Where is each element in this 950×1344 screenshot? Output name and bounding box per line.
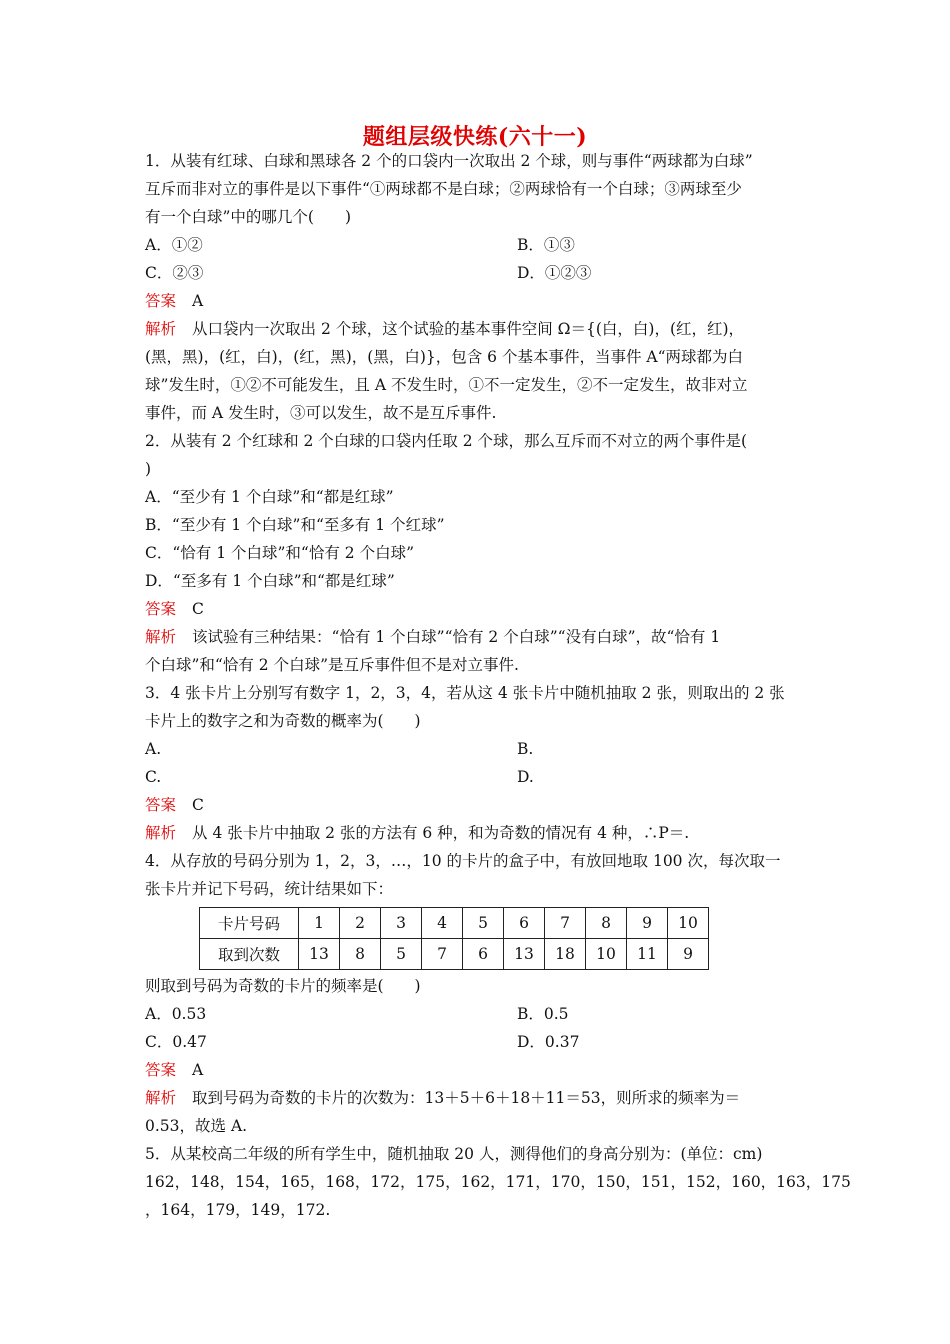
- option-b: B．①③: [517, 236, 575, 254]
- table-cell: 5: [381, 939, 422, 970]
- document-body: [145, 147, 851, 1224]
- analysis-text: 取到号码为奇数的卡片的次数为：13＋5＋6＋18＋11＝53，则所求的频率为＝: [192, 1089, 741, 1107]
- analysis-text-line: (黑，黑)，(红，白)，(红，黑)，(黑，白)}，包含 6 个基本事件，当事件 A“两球都为白: [145, 348, 744, 366]
- table-header-cell: 卡片号码: [200, 908, 299, 939]
- answer-label: 答案: [145, 600, 177, 618]
- option-c: C.: [145, 768, 162, 786]
- option-d: D．①②③: [517, 264, 592, 282]
- answer-line: [145, 1056, 810, 1084]
- table-cell: 8: [340, 939, 381, 970]
- analysis-line: [145, 1084, 810, 1112]
- question-text-line: 有一个白球”中的哪几个( ): [145, 208, 352, 226]
- table-row: [200, 908, 709, 939]
- table-cell: 13: [504, 939, 545, 970]
- answer-value: C: [192, 796, 204, 814]
- table-cell: 13: [299, 939, 340, 970]
- analysis-line: [145, 315, 810, 343]
- option-row: [145, 735, 810, 763]
- analysis-label: 解析: [145, 1089, 177, 1107]
- analysis-label: 解析: [145, 628, 177, 646]
- answer-value: A: [192, 292, 204, 310]
- analysis-text-line: 事件，而 A 发生时，③可以发生，故不是互斥事件.: [145, 404, 497, 422]
- answer-value: C: [192, 600, 204, 618]
- option-row: [145, 1028, 810, 1056]
- table-cell: 4: [422, 908, 463, 939]
- option-row: [145, 1000, 810, 1028]
- table-cell: 6: [504, 908, 545, 939]
- table-row: [200, 939, 709, 970]
- table-cell: 10: [586, 939, 627, 970]
- question-5: [145, 1140, 851, 1224]
- question-text-line: 卡片上的数字之和为奇数的概率为( ): [145, 712, 421, 730]
- table-header-cell: 取到次数: [200, 939, 299, 970]
- analysis-line: [145, 623, 810, 651]
- page-title: 题组层级快练(六十一): [362, 124, 588, 150]
- question-text-line: 互斥而非对立的事件是以下事件“①两球都不是白球；②两球恰有一个白球；③两球至少: [145, 180, 742, 198]
- question-text-line: 2．从装有 2 个红球和 2 个白球的口袋内任取 2 个球，那么互斥而不对立的两个事件是(: [145, 432, 748, 450]
- question-4: [145, 847, 810, 1140]
- analysis-text-line: 球”发生时，①②不可能发生，且 A 不发生时，①不一定发生，②不一定发生，故非对立: [145, 376, 748, 394]
- option-b: B．0.5: [517, 1005, 569, 1023]
- answer-label: 答案: [145, 796, 177, 814]
- option-b: B．“至少有 1 个白球”和“至多有 1 个红球”: [145, 516, 445, 534]
- option-b: B.: [517, 740, 534, 758]
- analysis-text-line: 个白球”和“恰有 2 个白球”是互斥事件但不是对立事件.: [145, 656, 519, 674]
- question-1: [145, 147, 810, 427]
- answer-label: 答案: [145, 1061, 177, 1079]
- table-cell: 8: [586, 908, 627, 939]
- question-text-line: ，164，179，149，172.: [145, 1201, 331, 1219]
- question-text-line: 则取到号码为奇数的卡片的频率是( ): [145, 977, 421, 995]
- question-2: [145, 427, 810, 679]
- option-a: A.: [145, 740, 162, 758]
- table-cell: 2: [340, 908, 381, 939]
- question-text-line: 张卡片并记下号码，统计结果如下：: [145, 880, 394, 898]
- analysis-line: [145, 819, 810, 847]
- table-cell: 3: [381, 908, 422, 939]
- question-text-line: 1．从装有红球、白球和黑球各 2 个的口袋内一次取出 2 个球，则与事件“两球都为白球”: [145, 152, 753, 170]
- question-3: [145, 679, 810, 847]
- answer-label: 答案: [145, 292, 177, 310]
- option-row: [145, 231, 810, 259]
- analysis-text-line: 0.53，故选 A.: [145, 1117, 248, 1135]
- analysis-text: 从口袋内一次取出 2 个球，这个试验的基本事件空间 Ω＝{(白，白)，(红，红)，: [192, 320, 745, 338]
- table-cell: 6: [463, 939, 504, 970]
- option-row: [145, 259, 810, 287]
- table-cell: 9: [627, 908, 668, 939]
- question-text-line: 4．从存放的号码分别为 1，2，3，…，10 的卡片的盒子中，有放回地取 100 次，每次取一: [145, 852, 781, 870]
- option-row: [145, 763, 810, 791]
- analysis-text: 从 4 张卡片中抽取 2 张的方法有 6 种，和为奇数的情况有 4 种，∴P＝.: [192, 824, 690, 842]
- answer-line: [145, 595, 810, 623]
- option-c: C．②③: [145, 264, 204, 282]
- table-cell: 11: [627, 939, 668, 970]
- option-c: C．“恰有 1 个白球”和“恰有 2 个白球”: [145, 544, 414, 562]
- option-d: D.: [517, 768, 534, 786]
- answer-line: [145, 287, 810, 315]
- table-cell: 7: [422, 939, 463, 970]
- option-d: D．“至多有 1 个白球”和“都是红球”: [145, 572, 395, 590]
- option-a: A．①②: [145, 236, 203, 254]
- question-text-line: ): [145, 460, 152, 478]
- answer-line: [145, 791, 810, 819]
- analysis-label: 解析: [145, 320, 177, 338]
- question-text-line: 3．4 张卡片上分别写有数字 1，2，3，4，若从这 4 张卡片中随机抽取 2 张，则取出的 2 张: [145, 684, 785, 702]
- analysis-label: 解析: [145, 824, 177, 842]
- table-cell: 7: [545, 908, 586, 939]
- option-a: A．“至少有 1 个白球”和“都是红球”: [145, 488, 394, 506]
- option-d: D．0.37: [517, 1033, 580, 1051]
- question-text-line: 162，148，154，165，168，172，175，162，171，170，150，151，152，160，163，175: [145, 1173, 851, 1191]
- answer-value: A: [192, 1061, 204, 1079]
- table-cell: 10: [668, 908, 709, 939]
- analysis-text: 该试验有三种结果：“恰有 1 个白球”“恰有 2 个白球”“没有白球”，故“恰有 1: [192, 628, 721, 646]
- table-cell: 1: [299, 908, 340, 939]
- option-c: C．0.47: [145, 1033, 207, 1051]
- table-cell: 9: [668, 939, 709, 970]
- question-text-line: 5．从某校高二年级的所有学生中，随机抽取 20 人，测得他们的身高分别为：(单位：cm): [145, 1145, 763, 1163]
- table-cell: 5: [463, 908, 504, 939]
- table-cell: 18: [545, 939, 586, 970]
- option-a: A．0.53: [145, 1005, 207, 1023]
- frequency-table: [199, 907, 709, 970]
